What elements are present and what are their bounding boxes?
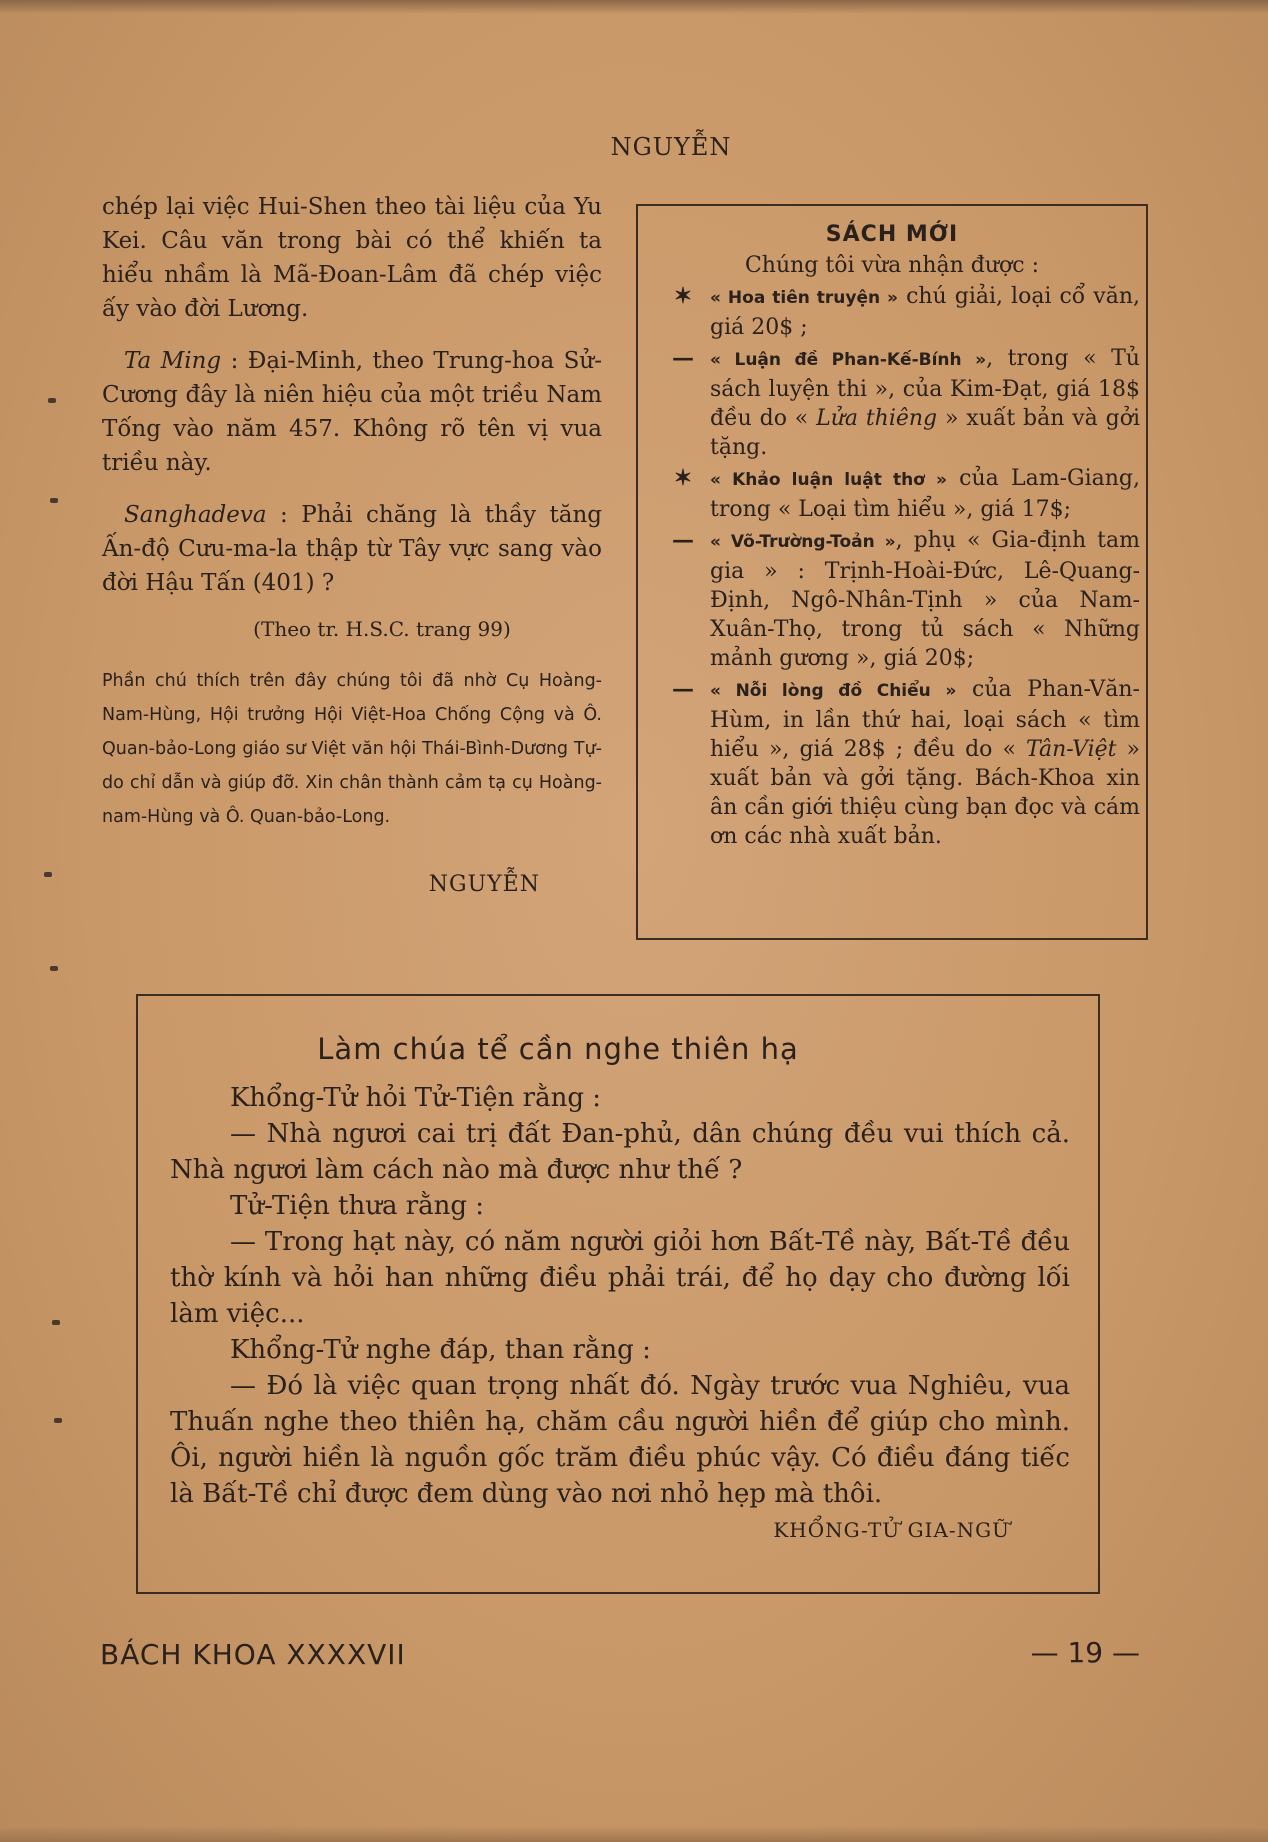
story-frame (136, 994, 1100, 1594)
acknowledgement-note: Phần chú thích trên đây chúng tôi đã nhờ Cụ Hoàng-Nam-Hùng, Hội trưởng Hội Việt-Hoa Chống Cộng và Ô. Quan-bảo-Long giáo sư Việt văn hội Thái-Bình-Dương Tự-do chỉ dẫn và giúp đỡ. Xin chân thành cảm tạ cụ Hoàng-nam-Hùng và Ô. Quan-bảo-Long. (102, 671, 602, 827)
margin-speck (48, 398, 56, 403)
story-paragraph: Khổng-Tử nghe đáp, than rằng : (230, 1335, 651, 1365)
new-books-title: SÁCH MỚI (825, 222, 959, 247)
margin-speck (50, 966, 58, 971)
magazine-name: BÁCH KHOA XXXXVII (100, 1638, 406, 1671)
list-item: — « Nỗi lòng đồ Chiểu » của Phan-Văn-Hùm, in lần thứ hai, loại sách « tìm hiểu », giá 28$ ; đều do « Tân-Việt » xuất bản và gởi tặng. Bách-Khoa xin ân cần giới thiệu cùng bạn đọc và cám ơn các nhà xuất bản. (710, 675, 1140, 851)
note-ta-ming: Ta Ming : Đại-Minh, theo Trung-hoa Sử-Cương đây là niên hiệu của một triều Nam Tống vào năm 457. Không rõ tên vị vua triều này. (102, 348, 602, 476)
story-attribution: KHỔNG-TỬ GIA-NGỮ (773, 1518, 1010, 1542)
paragraph-intro: chép lại việc Hui-Shen theo tài liệu của Yu Kei. Câu văn trong bài có thể khiến ta hiểu nhầm là Mã-Đoan-Lâm đã chép việc ấy vào đời Lương. (102, 194, 602, 322)
running-header: NGUYỄN (610, 133, 732, 161)
story-paragraph: — Trong hạt này, có năm người giỏi hơn Bất-Tề này, Bất-Tề đều thờ kính và hỏi han những điều phải trái, để họ dạy cho đường lối làm việc... (170, 1227, 1070, 1329)
note-sanghadeva: Sanghadeva : Phải chăng là thầy tăng Ấn-độ Cưu-ma-la thập từ Tây vực sang vào đời Hậu Tấn (401) ? (102, 502, 602, 596)
page-number: — 19 — (1030, 1636, 1140, 1669)
margin-speck (52, 1320, 60, 1325)
list-item: — « Võ-Trường-Toản », phụ « Gia-định tam gia » : Trịnh-Hoài-Đức, Lê-Quang-Định, Ngô-Nhân-Tịnh » của Nam-Xuân-Thọ, trong tủ sách « Những mảnh gương », giá 20$; (710, 526, 1140, 673)
story-paragraph: — Nhà ngươi cai trị đất Đan-phủ, dân chúng đều vui thích cả. Nhà ngươi làm cách nào mà được như thế ? (170, 1119, 1070, 1185)
left-column (102, 190, 602, 902)
page-top-edge (0, 0, 1268, 14)
story-paragraph: — Đó là việc quan trọng nhất đó. Ngày trước vua Nghiêu, vua Thuấn nghe theo thiên hạ, chăm cầu người hiền để giúp cho mình. Ôi, người hiền là nguồn gốc trăm điều phúc vậy. Có điều đáng tiếc là Bất-Tề chỉ được đem dùng vào nơi nhỏ hẹp mà thôi. (170, 1371, 1070, 1509)
dash-bullet: — (672, 345, 694, 371)
story-paragraph: Khổng-Tử hỏi Tử-Tiện rằng : (230, 1083, 601, 1113)
dash-bullet: — (672, 676, 694, 702)
term-sanghadeva: Sanghadeva (124, 502, 267, 528)
author-signature: NGUYỄN (428, 872, 540, 897)
list-item: ✶ « Hoa tiên truyện » chú giải, loại cổ văn, giá 20$ ; (710, 282, 1140, 342)
new-books-intro: Chúng tôi vừa nhận được : (744, 253, 1040, 278)
new-books-box (636, 204, 1148, 940)
new-books-list (638, 282, 1146, 851)
list-item: ✶ « Khảo luận luật thơ » của Lam-Giang, trong « Loại tìm hiểu », giá 17$; (710, 464, 1140, 524)
margin-speck (54, 1418, 62, 1423)
list-item: — « Luận đề Phan-Kế-Bính », trong « Tủ sách luyện thi », của Kim-Đạt, giá 18$ đều do « Lửa thiêng » xuất bản và gởi tặng. (710, 344, 1140, 462)
dash-bullet: — (672, 527, 694, 553)
story-paragraph: Tử-Tiện thưa rằng : (230, 1191, 485, 1221)
story-body (170, 1080, 1070, 1548)
source-citation: (Theo tr. H.S.C. trang 99) (253, 617, 511, 641)
star-bullet-icon: ✶ (673, 465, 693, 491)
star-bullet-icon: ✶ (673, 283, 693, 309)
term-ta-ming: Ta Ming (124, 348, 222, 374)
story-title: Làm chúa tể cần nghe thiên hạ (317, 1032, 799, 1066)
margin-speck (50, 498, 58, 503)
page-bottom-edge (0, 1826, 1268, 1842)
margin-speck (44, 872, 52, 877)
